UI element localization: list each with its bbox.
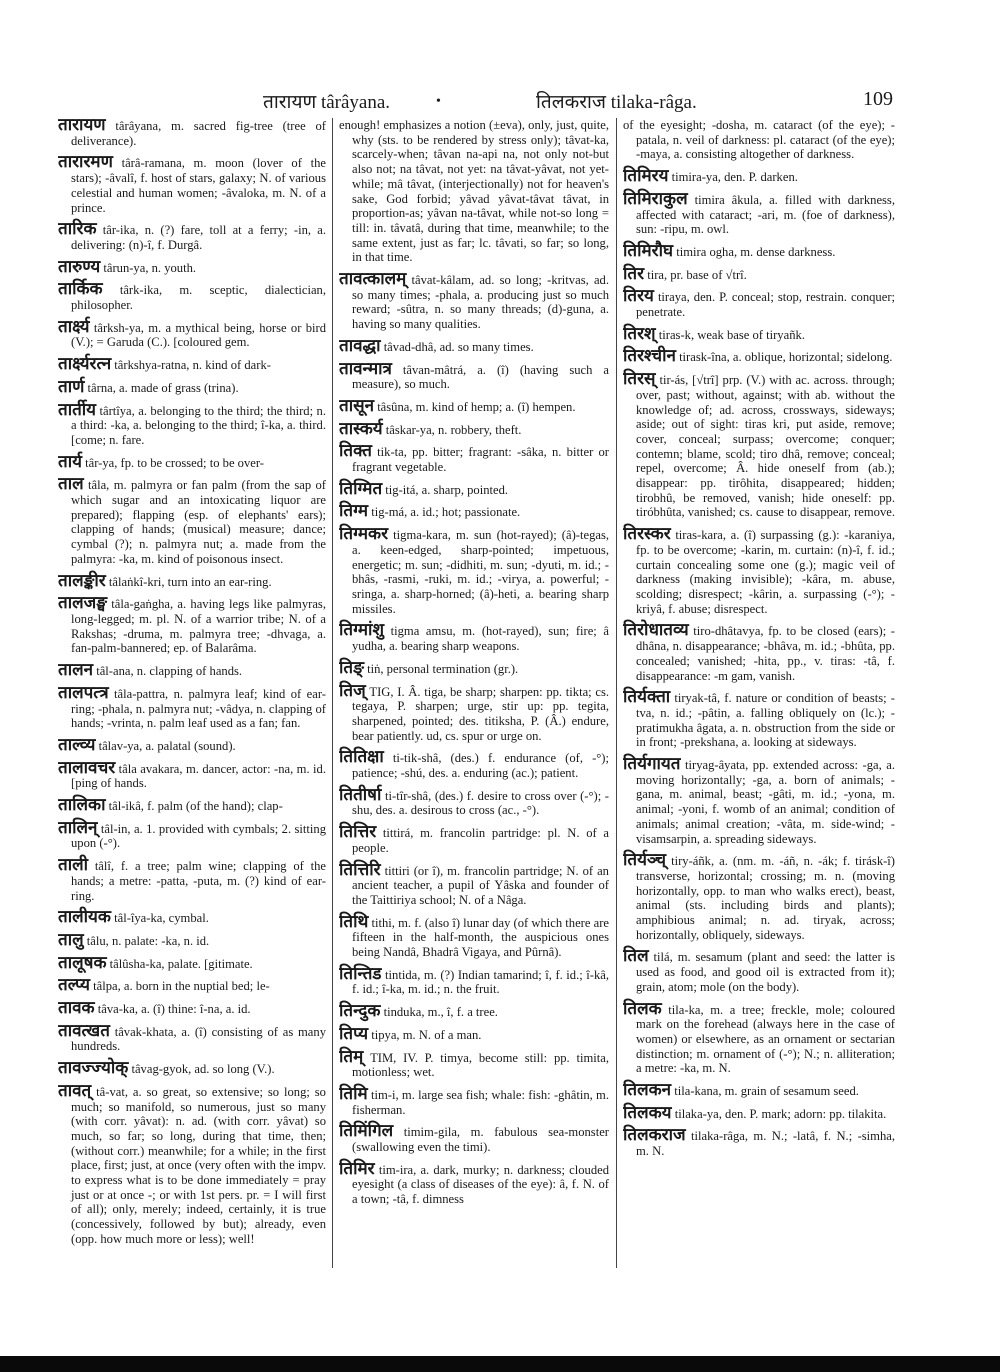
entry-definition: tilaka-ya, den. P. mark; adorn: pp. tilakita. [674, 1106, 887, 1121]
dictionary-entry [623, 323, 895, 343]
entry-headword-devanagari: तिरश्चीन [623, 346, 676, 366]
entry-definition: tik-ta, pp. bitter; fragrant: -sâka, n. bitter or fragrant vegetable. [352, 445, 609, 475]
entry-definition: tâla-pattra, n. palmyra leaf; kind of ear-ring; -phala, n. palmyra nut; -vâdya, n. clapping of hands; -vrinta, n. palm leaf used as a fan; fan. [71, 686, 326, 731]
entry-headword-devanagari: तिमिरौघ [623, 240, 674, 260]
dictionary-entry [339, 1001, 609, 1021]
dictionary-entry [623, 1125, 895, 1159]
dictionary-entry [58, 795, 326, 815]
entry-definition: târ-ya, fp. to be crossed; to be over- [85, 455, 264, 470]
dictionary-entry [623, 263, 895, 283]
entry-headword-devanagari: तिमिरय [623, 166, 669, 186]
entry-definition: tâvat-kâlam, ad. so long; -kritvas, ad. so many times; -phala, a. producing just so much reward; -sûtra, n. so many threads; (d)-guna, a. having so many qualities. [352, 273, 609, 332]
dictionary-entry [58, 855, 326, 903]
dictionary-entry [58, 152, 326, 215]
dictionary-entry [339, 911, 609, 960]
dictionary-entry [339, 859, 609, 908]
entry-definition: tipya, m. N. of a man. [371, 1027, 482, 1042]
entry-headword-devanagari: तालिका [58, 795, 106, 815]
dictionary-entry [623, 754, 895, 846]
entry-headword-devanagari: तित्तिर [339, 822, 377, 842]
entry-definition: tiraya, den. P. conceal; stop, restrain. conquer; penetrate. [636, 290, 895, 320]
entry-definition: tâsûna, m. kind of hemp; a. (î) hempen. [377, 399, 576, 414]
entry-definition: TIM, IV. P. timya, become still: pp. timita, motionless; wet. [352, 1050, 609, 1080]
dictionary-entry [58, 1080, 326, 1247]
entry-definition: tittirá, m. francolin partridge: pl. N. of a people. [352, 826, 609, 855]
entry-headword-devanagari: तिङ् [339, 657, 364, 677]
dictionary-entry [623, 687, 895, 750]
entry-definition: tâl-îya-ka, cymbal. [114, 911, 209, 926]
entry-headword-devanagari: तिलकन [623, 1080, 672, 1100]
entry-definition: tâla, m. palmyra or fan palm (from the sap of which sugar and an intoxicating liquor are prepared); flapping (esp. of elephants' ears); clapping of hands; (musical) measure; dance; cymbal (?); n. palmyra nut; a. made from the palmyra: -ka, m. kind of poisonous insect. [71, 478, 326, 566]
entry-definition: tilaka-râga, m. N.; -latâ, f. N.; -simha, m. N. [636, 1129, 895, 1159]
dictionary-column-2 [339, 118, 609, 1268]
entry-definition: tiry-áñk, a. (nm. m. -áñ, n. -ák; f. tirásk-î) transverse, horizontal; crossing; m. n. (moving horizontally, opp. to man who walks erect), beast, animal (sts. including birds and plants); amphibious animal; n. ad. tiryak, across; horizontally, obliquely, sideways. [636, 854, 895, 942]
entry-definition: târksh-ya, m. a mythical being, horse or bird (V.); = Garuda (C.). [coloured gem. [71, 320, 326, 350]
scan-bottom-edge [0, 1356, 1000, 1372]
entry-definition: târk-ika, m. sceptic, dialectician, philosopher. [71, 283, 326, 313]
dictionary-entry [623, 286, 895, 320]
entry-headword-devanagari: तिग्मांशु [339, 620, 384, 640]
dictionary-entry [339, 963, 609, 997]
entry-headword-devanagari: तावत्खत [58, 1020, 110, 1040]
entry-definition: enough! emphasizes a notion (±eva), only, just, quite, why (sts. to be rendered by stress only); tâvat-ka, scarcely-when; tâvan na-api na, not only not-but also not; na tâvat, not yet: na tâvat-yâvat, not yet-while; mâ tâvat, (interjectionally) not for heaven's sake, God forbid; yâvad yâvat-tâvat tâvat, in proportion-as; yâvan na-tâvat, while not-so long = till: in. tâvatâ, during that time, meanwhile; to the same extent, just as far; lc. tâvati, so far; so long, in that time. [339, 118, 609, 265]
entry-definition: tâ-vat, a. so great, so extensive; so long; so much; so manifold, so numerous, just so many (with corr. yâvat): n. ad. (with corr. yâvat) so much, so far; so long, during that time, then; (without corr.) meanwhile; for a while; in the first place, first; just, at once (very often with the impv. to express what is to be done immediately = pray just or at once -; or with 1st pers. pr. = I will first of all); only, merely; indeed, certainly, it is true (concessively, followed by but); already, even (opp. how much more or less); well! [71, 1084, 326, 1246]
entry-headword-devanagari: तिग्मित [339, 478, 383, 498]
dictionary-entry [58, 376, 326, 396]
dictionary-entry [623, 166, 895, 186]
dictionary-entry [339, 747, 609, 781]
entry-definition: tâl-in, a. 1. provided with cymbals; 2. sitting upon (-°). [71, 821, 326, 851]
entry-headword-devanagari: तल्प्य [58, 975, 90, 995]
dictionary-entry [339, 784, 609, 818]
entry-definition: tinduka, m., î, f. a tree. [383, 1005, 498, 1020]
entry-headword-devanagari: तिमिंगिल [339, 1121, 394, 1141]
entry-definition: tiro-dhâtavya, fp. to be closed (ears); -dhâna, n. disappearance; -bhâva, m. id.; -bhûta, pp. concealed; vanished; -hita, pp., v. tiras: -tâ, f. disappearance: -m gam, vanish. [636, 624, 895, 683]
entry-definition: ti-tîr-shâ, (des.) f. desire to cross over (-°); -shu, des. a. desirous to cross (ac., -°). [352, 788, 609, 818]
dictionary-column-3 [623, 118, 895, 1268]
entry-headword-devanagari: तिज् [339, 680, 366, 700]
entry-headword-devanagari: तावत्कालम् [339, 269, 407, 289]
dictionary-entry [339, 1083, 609, 1117]
entry-definition: tim-i, m. large sea fish; whale: fish: -ghâtin, m. fisherman. [352, 1087, 609, 1117]
entry-headword-devanagari: तावक [58, 998, 95, 1018]
entry-definition: tithi, m. f. (also î) lunar day (of which there are fifteen in the half-month, the auspicious ones being Nandâ, Bhadrâ Vigaya, and Pûrnâ). [352, 915, 609, 960]
dictionary-entry [339, 395, 609, 415]
entry-headword-devanagari: तिक्त [339, 441, 372, 461]
page-number: 109 [863, 88, 893, 110]
entry-definition: tâla-gaṅgha, a. having legs like palmyras, long-legged; m. pl. N. of a warrior tribe; N. of a Rakshas; -druma, m. palmyra tree; -dhvaga, a. fan-palm-bannered; ep. of Balarâma. [71, 597, 326, 656]
entry-headword-devanagari: तिरोधातव्य [623, 620, 689, 640]
entry-headword-devanagari: तार्ण [58, 376, 85, 396]
entry-definition: tiras-k, weak base of tiryañk. [658, 327, 805, 342]
entry-headword-devanagari: ताली [58, 855, 89, 875]
column-rule [332, 118, 333, 1268]
dictionary-entry [339, 1121, 609, 1155]
entry-definition: tirask-îna, a. oblique, horizontal; sidelong. [679, 350, 893, 365]
dictionary-entry [58, 570, 326, 590]
entry-headword-devanagari: तितीर्षा [339, 784, 382, 804]
dictionary-entry [339, 524, 609, 616]
dictionary-entry [58, 975, 326, 995]
entry-definition: timira ogha, m. dense darkness. [676, 244, 836, 259]
entry-headword-devanagari: तितिक्षा [339, 747, 384, 767]
dictionary-entry [58, 451, 326, 471]
dictionary-entry [58, 256, 326, 276]
entry-definition: tâlûsha-ka, palate. [gitimate. [109, 956, 253, 971]
entry-definition: tiṅ, personal termination (gr.). [367, 661, 519, 676]
dictionary-entry [58, 474, 326, 566]
entry-headword-devanagari: तारायण [58, 118, 106, 134]
dictionary-entry [339, 358, 609, 392]
entry-headword-devanagari: तार्क्ष्यरत्न [58, 354, 112, 374]
dictionary-entry [339, 1158, 609, 1207]
entry-definition: tilá, m. sesamum (plant and seed: the latter is used as food, and good oil is extracted from it); grain, atom; mole (on the body). [636, 950, 895, 994]
entry-definition: tâskar-ya, n. robbery, theft. [385, 422, 522, 437]
entry-definition: tâlaṅkî-kri, turn into an ear-ring. [108, 574, 272, 589]
page-header [0, 86, 1000, 116]
dictionary-entry [58, 593, 326, 656]
dictionary-entry [58, 734, 326, 754]
entry-headword-devanagari: तावत् [58, 1080, 92, 1100]
entry-definition: timira-ya, den. P. darken. [671, 170, 798, 185]
dictionary-entry [623, 118, 895, 162]
entry-headword-devanagari: तारारमण [58, 152, 113, 172]
entry-headword-devanagari: तिलक [623, 998, 662, 1018]
entry-headword-devanagari: तिमिराकुल [623, 188, 688, 208]
dictionary-entry [58, 817, 326, 851]
entry-definition: târâ-ramana, m. moon (lover of the stars); -âvalî, f. host of stars, galaxy; N. of various celestial and human women; -âvaloka, m. N. of a prince. [71, 156, 326, 215]
entry-definition: timira âkula, a. filled with darkness, affected with cataract; -ari, m. (foe of darkness), sun: -ripu, m. owl. [636, 192, 895, 237]
entry-headword-devanagari: तिन्तिड [339, 963, 382, 983]
dictionary-entry [623, 998, 895, 1077]
entry-definition: tâlav-ya, a. palatal (sound). [98, 738, 236, 753]
dictionary-entry [58, 354, 326, 374]
dictionary-entry [623, 188, 895, 237]
dictionary-entry [623, 524, 895, 616]
entry-headword-devanagari: तिरश् [623, 323, 656, 343]
entry-headword-devanagari: तिमि [339, 1083, 368, 1103]
entry-definition: târna, a. made of grass (trina). [87, 380, 239, 395]
entry-headword-devanagari: तिर्यञ्च् [623, 850, 667, 870]
entry-definition: tig-má, a. id.; hot; passionate. [371, 505, 521, 520]
entry-definition: târtîya, a. belonging to the third; the third; n. a third: -ka, a. belonging to the third; î-ka, a. third. [come; n. fare. [71, 403, 326, 447]
entry-definition: tâlu, n. palate: -ka, n. id. [86, 933, 210, 948]
entry-headword-devanagari: तिलकराज [623, 1125, 686, 1145]
dictionary-entry [58, 219, 326, 252]
dictionary-entry [58, 952, 326, 972]
entry-definition: tig-itá, a. sharp, pointed. [385, 482, 509, 497]
dictionary-entry [623, 240, 895, 260]
entry-headword-devanagari: तिरय [623, 286, 654, 306]
dictionary-entry [623, 946, 895, 994]
entry-definition: târun-ya, n. youth. [103, 260, 197, 275]
dictionary-entry [623, 850, 895, 942]
dictionary-entry [339, 118, 609, 265]
entry-definition: tiryag-âyata, pp. extended across: -ga, a. moving horizontally; -ga, a. born of animals; -gana, m. animal, beast; -gâti, m. id.; -yona, m. animal; -yoni, f. womb of an animal; condition of animals; animal creation; -vâta, m. side-wind; -visamsarpin, a. spreading sideways. [636, 758, 895, 846]
entry-headword-devanagari: तावद्धा [339, 335, 381, 355]
dictionary-entry [58, 998, 326, 1018]
entry-definition: TIG, I. Â. tiga, be sharp; sharpen: pp. tikta; cs. tegaya, P. sharpen; urge, stir up: pp. tegita, sharpened, pointed; des. titiksha, P. (Â.) endure, bear patiently. ud, cs. spur or urge on. [352, 684, 609, 743]
entry-headword-devanagari: तिथि [339, 911, 369, 931]
dictionary-entry [58, 316, 326, 350]
entry-headword-devanagari: तिर [623, 263, 645, 283]
entry-definition: tâva-ka, a. (î) thine: î-na, a. id. [97, 1002, 251, 1017]
dictionary-entry [623, 1102, 895, 1122]
entry-headword-devanagari: ताल [58, 474, 84, 494]
entry-headword-devanagari: तालङ्कीर [58, 570, 106, 590]
entry-definition: tila-kana, m. grain of sesamum seed. [674, 1084, 859, 1099]
entry-headword-devanagari: तासून [339, 395, 375, 415]
entry-headword-devanagari: तिरस् [623, 369, 656, 389]
dictionary-entry [58, 1020, 326, 1054]
entry-definition: ti-tik-shâ, (des.) f. endurance (of, -°); patience; -shú, des. a. enduring (ac.); patient. [352, 751, 609, 781]
entry-headword-devanagari: तिन्दुक [339, 1001, 381, 1021]
entry-definition: tâvad-dhâ, ad. so many times. [383, 339, 534, 354]
entry-definition: tâl-ana, n. clapping of hands. [96, 664, 243, 679]
entry-definition: tiryak-tâ, f. nature or condition of beasts; -tva, n. id.; -pâtin, a. falling obliquely on (lc.); -pratimukha âgata, a. n. obstruction from the side or in front; -prekshana, a. looking at sideways. [636, 691, 895, 750]
dictionary-entry [339, 657, 609, 677]
column-rule [616, 118, 617, 1268]
entry-headword-devanagari: तिमिर [339, 1158, 375, 1178]
dictionary-entry [339, 441, 609, 475]
entry-headword-devanagari: तिर्यक्ता [623, 687, 671, 707]
dictionary-entry [339, 620, 609, 654]
dictionary-entry [58, 1058, 326, 1078]
entry-headword-devanagari: तार्क्ष्य [58, 316, 90, 336]
entry-headword-devanagari: तिग्मकर [339, 524, 389, 544]
entry-headword-devanagari: तालपत्त्र [58, 682, 109, 702]
dictionary-entry [623, 1080, 895, 1100]
dictionary-entry [58, 399, 326, 448]
entry-definition: tila-ka, m. a tree; freckle, mole; coloured mark on the forehead (always here in the case of women) or elsewhere, as an ornament or sectarian distinction; m. ornament of (-°); N.; n. alliteration; a metre: -ka, m. N. [636, 1002, 895, 1076]
entry-headword-devanagari: तिप्य [339, 1023, 369, 1043]
entry-headword-devanagari: तार्तीय [58, 399, 97, 419]
entry-definition: tâl-ikâ, f. palm (of the hand); clap- [108, 799, 283, 814]
entry-headword-devanagari: तिम् [339, 1046, 364, 1066]
entry-definition: tiras-kara, a. (î) surpassing (g.): -karaniya, fp. to be overcome; -karin, m. curtain: (n)-î, f. id.; curtain concealing some one (g.); magic veil of darkness (making invisible); -kâra, m. abuse, scolding; disrespect; -kârin, a. surpassing (-°); -kriyâ, f. abuse; disrespect. [636, 528, 895, 616]
entry-headword-devanagari: तिग्म [339, 501, 369, 521]
dictionary-entry [623, 620, 895, 683]
entry-headword-devanagari: तालजङ्घ [58, 593, 107, 613]
entry-headword-devanagari: तार्य [58, 451, 82, 471]
dictionary-entry [58, 929, 326, 949]
entry-definition: tigma-kara, m. sun (hot-rayed); (â)-tegas, a. keen-edged, sharp-pointed; impetuous, energetic; m. sun; -didhiti, m. sun; -dyuti, m. id.; -bhâs, -rasmi, -ruki, m. id.; -virya, a. powerful; -sringa, a. sharp-horned; (â)-heti, a. bearing sharp missiles. [352, 528, 609, 616]
entry-definition: tir-ás, [√trî] prp. (V.) with ac. across. through; over, past; without, against; with ab. without the knowledge of; ad. across, crossways, sideways; aside; out of sight: tiras kri, put aside, remove; cover, conceal; surpass; overcome; conquer; contemn; blame, scold; tiro dhâ, remove; conceal; repel, overcome; Â. hide oneself from (ab.); disappear: pp. tirôhita, disappeared; hidden; tirobhû, be removed, vanish; hide oneself: pp. tiróbhûta, vanished; cs. cause to disappear, remove. [636, 373, 895, 520]
entry-headword-devanagari: तालन [58, 660, 94, 680]
dictionary-entry [58, 660, 326, 680]
entry-definition: târ-ika, n. (?) fare, toll at a ferry; -in, a. delivering: (n)-î, f. Durgâ. [71, 223, 326, 252]
entry-headword-devanagari: तिरस्कर [623, 524, 671, 544]
entry-definition: of the eyesight; -dosha, m. cataract (of the eye); -patala, n. veil of darkness: pl. cataract (of the eye); -maya, a. consisting altogether of darkness. [623, 118, 895, 162]
entry-definition: tâvak-khata, a. (î) consisting of as many hundreds. [71, 1024, 326, 1054]
entry-headword-devanagari: तिर्यगायत [623, 754, 681, 774]
dictionary-entry [58, 118, 326, 148]
entry-headword-devanagari: तालावचर [58, 757, 116, 777]
dictionary-entry [339, 1023, 609, 1043]
dictionary-entry [339, 822, 609, 855]
entry-headword-devanagari: तालीयक [58, 907, 111, 927]
left-running-headword: तारायण târâyana. [263, 92, 391, 113]
entry-definition: târkshya-ratna, n. kind of dark- [114, 358, 271, 373]
entry-headword-devanagari: तिलकय [623, 1102, 672, 1122]
entry-headword-devanagari: तारिक [58, 219, 97, 239]
entry-headword-devanagari: तास्कर्य [339, 418, 383, 438]
dictionary-entry [339, 269, 609, 332]
entry-headword-devanagari: तिल [623, 946, 649, 966]
entry-definition: tira, pr. base of √trî. [647, 267, 747, 282]
entry-definition: timim-gila, m. fabulous sea-monster (swallowing even the timi). [352, 1125, 609, 1155]
entry-headword-devanagari: तावन्मात्र [339, 358, 392, 378]
entry-definition: târâyana, m. sacred fig-tree (tree of deliverance). [71, 119, 326, 148]
dictionary-entry [339, 418, 609, 438]
dictionary-entry [58, 682, 326, 731]
dictionary-entry [339, 478, 609, 498]
entry-headword-devanagari: ताल्व्य [58, 734, 96, 754]
dictionary-entry [339, 680, 609, 744]
entry-headword-devanagari: तालु [58, 929, 84, 949]
entry-definition: tâla avakara, m. dancer, actor: -na, m. id. [ping of hands. [71, 761, 326, 791]
entry-headword-devanagari: तालिन् [58, 817, 98, 837]
dictionary-entry [623, 346, 895, 366]
dictionary-entry [58, 279, 326, 313]
entry-headword-devanagari: तावज्ज्योक् [58, 1058, 129, 1078]
dictionary-entry [339, 1046, 609, 1080]
entry-definition: tâvag-gyok, ad. so long (V.). [131, 1062, 275, 1077]
header-separator: • [436, 94, 441, 109]
entry-definition: tigma amsu, m. (hot-rayed), sun; fire; â yudha, a. bearing sharp weapons. [352, 624, 609, 654]
entry-headword-devanagari: तारुण्य [58, 256, 101, 276]
entry-headword-devanagari: तित्तिरि [339, 859, 381, 879]
entry-definition: tâlpa, a. born in the nuptial bed; le- [93, 979, 270, 994]
dictionary-entry [339, 335, 609, 355]
dictionary-entry [339, 501, 609, 521]
entry-definition: tintida, m. (?) Indian tamarind; î, f. id.; î-kâ, f. id.; î-ka, m. id.; n. the fruit. [352, 967, 609, 997]
dictionary-entry [58, 757, 326, 791]
entry-definition: tâlî, f. a tree; palm wine; clapping of the hands; a metre: -patta, -puta, m. (?) kind of ear-ring. [71, 859, 326, 903]
dictionary-entry [58, 907, 326, 927]
dictionary-column-1 [58, 118, 326, 1268]
entry-headword-devanagari: तार्किक [58, 279, 103, 299]
entry-definition: tittiri (or î), m. francolin partridge; N. of an ancient teacher, a pupil of Yâska and founder of the Taittiriya school; N. of a Nâga. [352, 863, 609, 907]
entry-definition: tim-ira, a. dark, murky; n. darkness; clouded eyesight (a class of diseases of the eye): â, f. N. of a town; -tâ, f. dimness [352, 1162, 609, 1207]
entry-headword-devanagari: तालूषक [58, 952, 107, 972]
dictionary-entry [623, 369, 895, 520]
right-running-headword: तिलकराज tilaka-râga. [536, 92, 697, 113]
entry-definition: tâvan-mâtrá, a. (î) (having such a measure), so much. [352, 362, 609, 392]
